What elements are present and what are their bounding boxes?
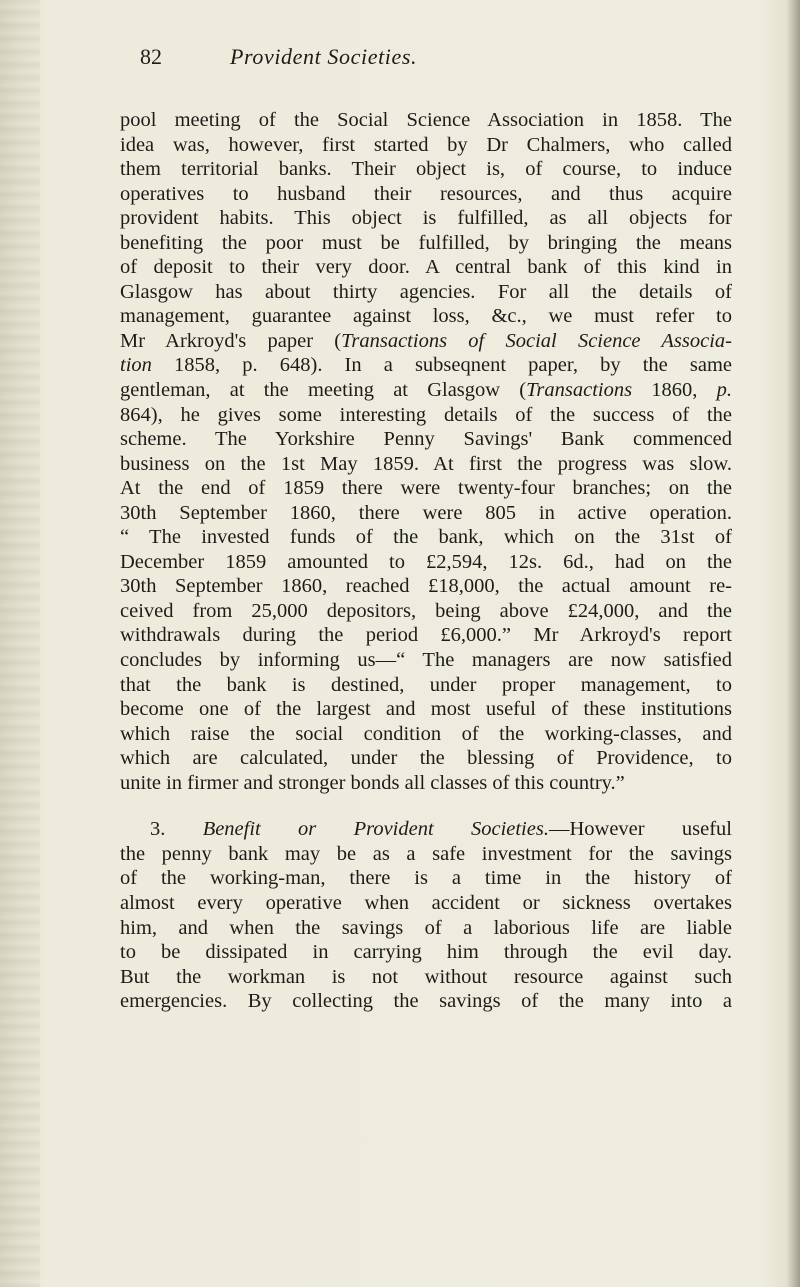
text-line: Glasgow has about thirty agencies. For all the details of xyxy=(120,280,732,303)
page-edge-shadow xyxy=(786,0,800,1287)
text-line: At the end of 1859 there were twenty-four branches; on the xyxy=(120,477,732,500)
text-line: 30th September 1860, there were 805 in active operation. xyxy=(120,501,732,524)
text-run: Mr Arkroyd's paper ( xyxy=(120,329,342,352)
text-line: But the workman is not without resource against such xyxy=(120,965,732,988)
text-line xyxy=(120,817,732,842)
text-line: of deposit to their very door. A central bank of this kind in xyxy=(120,256,732,279)
text-line: to be dissipated in carrying him through the evil day. xyxy=(120,941,732,964)
text-line xyxy=(120,329,732,354)
binding-edge xyxy=(0,0,40,1287)
text-line xyxy=(120,353,732,378)
text-line: 30th September 1860, reached £18,000, the actual amount re- xyxy=(120,575,732,598)
page-number: 82 xyxy=(140,44,162,69)
citation-title: tion xyxy=(120,354,152,377)
text-line: operatives to husband their resources, and thus acquire xyxy=(120,182,732,205)
text-line: withdrawals during the period £6,000.” Mr Arkroyd's report xyxy=(120,624,732,647)
text-line: of the working-man, there is a time in the history of xyxy=(120,867,732,890)
text-line: pool meeting of the Social Science Association in 1858. The xyxy=(120,109,732,131)
citation-title: Transactions xyxy=(526,379,633,402)
text-line: provident habits. This object is fulfilled, as all objects for xyxy=(120,207,732,230)
text-run: —However useful xyxy=(548,818,733,841)
paragraph-gap xyxy=(120,795,732,817)
text-line xyxy=(120,378,732,403)
text-run: 1860, xyxy=(632,379,717,402)
section-paragraph xyxy=(120,817,732,1013)
text-line: which are calculated, under the blessing of Providence, to xyxy=(120,747,732,770)
citation-page: p. xyxy=(716,379,733,402)
text-line: which raise the social condition of the working-classes, and xyxy=(120,722,732,745)
text-line: become one of the largest and most useful of these institutions xyxy=(120,698,732,721)
running-title: Provident Societies. xyxy=(230,44,418,69)
text-line: emergencies. By collecting the savings of the many into a xyxy=(120,990,732,1013)
text-line: that the bank is destined, under proper management, to xyxy=(120,673,732,696)
text-line: the penny bank may be as a safe investment for the savings xyxy=(120,842,732,865)
text-line: almost every operative when accident or sickness overtakes xyxy=(120,891,732,914)
text-line: them territorial banks. Their object is, of course, to induce xyxy=(120,158,732,181)
text-line: scheme. The Yorkshire Penny Savings' Bank commenced xyxy=(120,428,732,451)
text-line: December 1859 amounted to £2,594, 12s. 6d., had on the xyxy=(120,550,732,573)
text-line: unite in firmer and stronger bonds all classes of this country.” xyxy=(120,771,625,794)
citation-title: Transactions of Social Science Associa- xyxy=(341,329,732,352)
text-line: business on the 1st May 1859. At first the progress was slow. xyxy=(120,452,732,475)
body-text xyxy=(120,108,732,1014)
text-line: idea was, however, first started by Dr Chalmers, who called xyxy=(120,133,732,156)
text-run: gentleman, at the meeting at Glasgow ( xyxy=(120,379,527,402)
page-header xyxy=(140,44,700,84)
text-line: “ The invested funds of the bank, which on the 31st of xyxy=(120,526,732,549)
text-line: benefiting the poor must be fulfilled, by bringing the means xyxy=(120,231,732,254)
text-run: 1858, p. 648). In a subseqnent paper, by the same xyxy=(151,354,732,377)
text-line: management, guarantee against loss, &c., we must refer to xyxy=(120,305,732,328)
paragraph-continued xyxy=(120,108,732,795)
section-heading: Benefit or Provident Societies. xyxy=(202,818,549,841)
text-line: him, and when the savings of a laborious life are liable xyxy=(120,916,732,939)
text-line: 864), he gives some interesting details of the success of the xyxy=(120,403,732,426)
text-line: concludes by informing us—“ The managers are now satisfied xyxy=(120,649,732,672)
text-line: ceived from 25,000 depositors, being above £24,000, and the xyxy=(120,599,732,622)
section-number: 3. xyxy=(150,818,203,841)
